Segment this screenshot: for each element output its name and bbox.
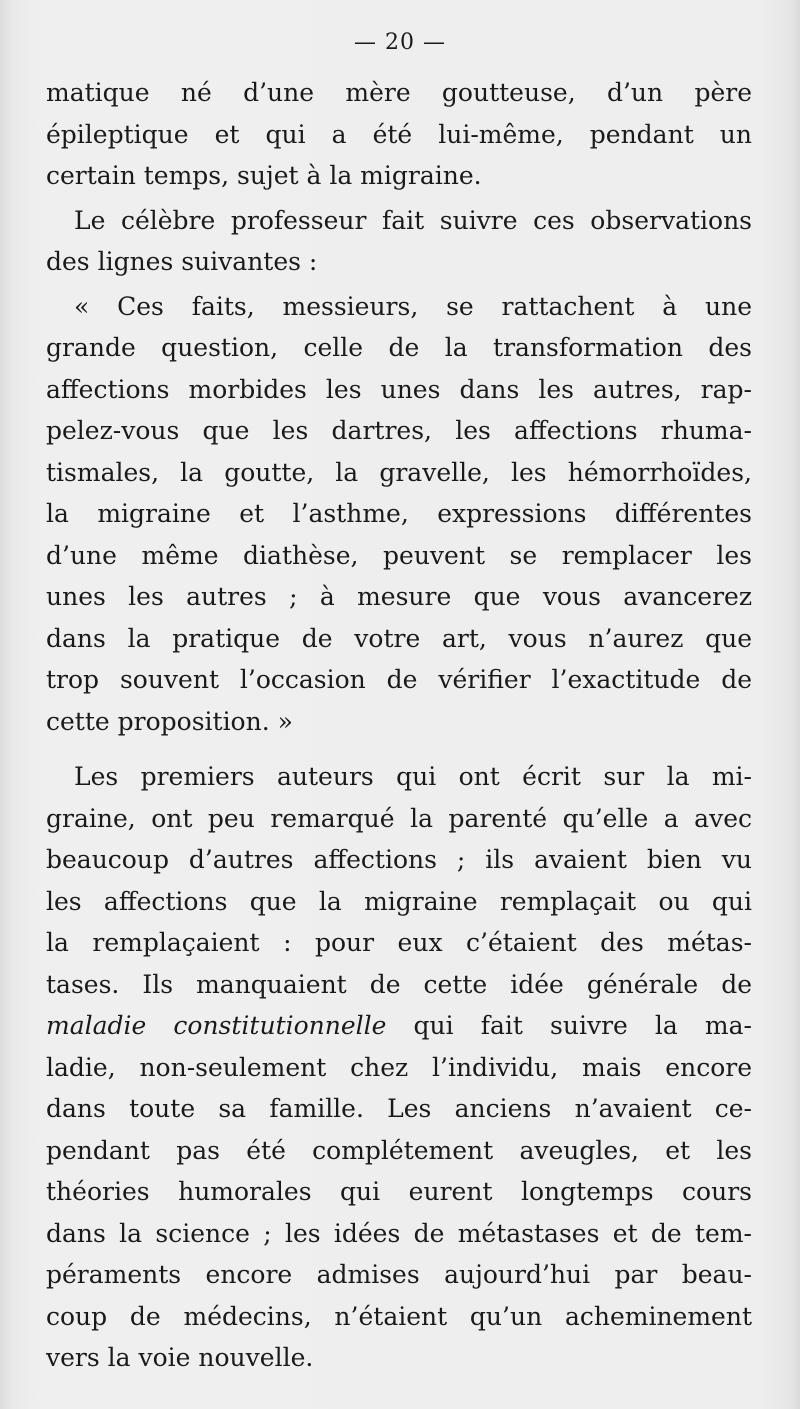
text-line: pendant pas été complétement aveugles, et les — [46, 1135, 752, 1165]
text-line: la migraine et l’asthme, expressions différentes — [46, 499, 752, 528]
paragraph-3-quote — [46, 286, 752, 743]
text-line-italic — [46, 1005, 752, 1047]
text-line: épileptique et qui a été lui-même, pendant un — [46, 119, 752, 149]
paragraph-1 — [46, 72, 752, 197]
italic-line-rest: qui fait suivre la ma- — [386, 1011, 752, 1040]
body-text — [46, 72, 752, 1379]
text-line: pelez-vous que les dartres, les affections rhuma- — [46, 416, 752, 445]
text-line: affections morbides les unes dans les autres, rap- — [46, 374, 752, 404]
text-line: tismales, la goutte, la gravelle, les hémorrhoïdes, — [46, 457, 752, 487]
text-line: beaucoup d’autres affections ; ils avaient bien vu — [46, 845, 752, 874]
text-line: graine, ont peu remarqué la parenté qu’elle a avec — [46, 803, 752, 833]
text-line: dans la pratique de votre art, vous n’aurez que — [46, 623, 752, 653]
text-line: vers la voie nouvelle. — [46, 1343, 314, 1372]
text-line: dans la science ; les idées de métastases et de tem- — [46, 1218, 752, 1248]
paragraph-4 — [46, 756, 752, 1379]
text-line: grande question, celle de la transformation des — [46, 333, 752, 362]
text-line: coup de médecins, n’étaient qu’un acheminement — [46, 1301, 752, 1331]
text-line: « Ces faits, messieurs, se rattachent à une — [74, 291, 752, 321]
text-line: ladie, non-seulement chez l’individu, mais encore — [46, 1052, 752, 1082]
text-line: les affections que la migraine remplaçait ou qui — [46, 886, 752, 916]
text-line: certain temps, sujet à la migraine. — [46, 161, 482, 190]
text-line: cette proposition. » — [46, 706, 293, 736]
text-line: matique né d’une mère goutteuse, d’un père — [46, 78, 752, 107]
text-line: des lignes suivantes : — [46, 247, 318, 276]
text-line: trop souvent l’occasion de vérifier l’exactitude de — [46, 665, 752, 694]
page-number: — 20 — — [354, 30, 446, 55]
text-line: tases. Ils manquaient de cette idée générale de — [46, 969, 752, 999]
paragraph-2 — [46, 200, 752, 283]
text-line: dans toute sa famille. Les anciens n’avaient ce- — [46, 1094, 752, 1123]
text-line: unes les autres ; à mesure que vous avancerez — [46, 582, 752, 611]
italic-phrase: maladie constitutionnelle — [46, 1011, 387, 1040]
text-line: Le célèbre professeur fait suivre ces observations — [74, 205, 752, 235]
text-line: Les premiers auteurs qui ont écrit sur la mi- — [74, 762, 752, 791]
text-line: la remplaçaient : pour eux c’étaient des métas- — [46, 928, 752, 957]
text-line: d’une même diathèse, peuvent se remplacer les — [46, 540, 752, 570]
text-line: péraments encore admises aujourd’hui par beau- — [46, 1260, 752, 1289]
text-line: théories humorales qui eurent longtemps cours — [46, 1177, 752, 1206]
